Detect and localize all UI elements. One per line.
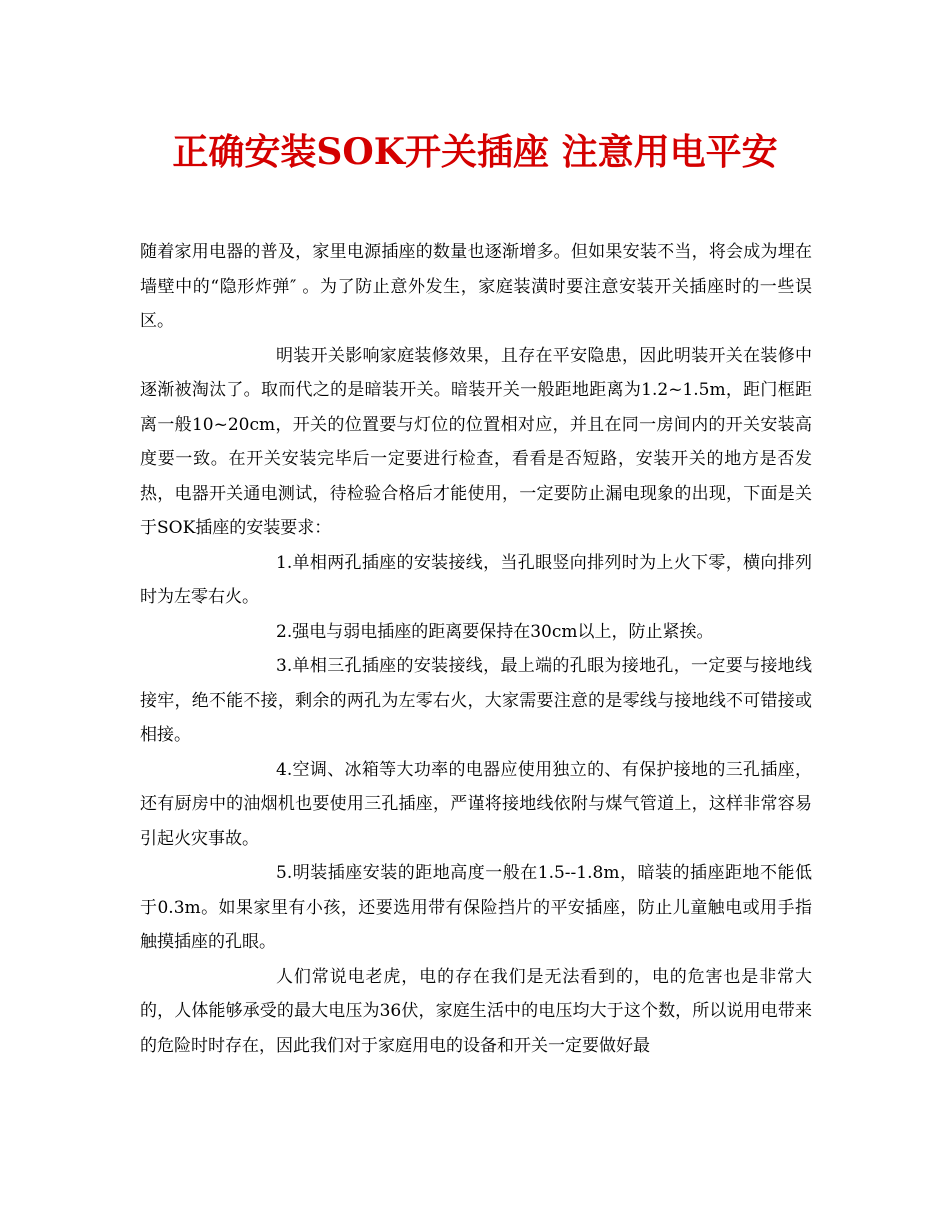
rule-item-1: 1.单相两孔插座的安装接线，当孔眼竖向排列时为上火下零，横向排列时为左零右火。: [140, 552, 812, 607]
closing-paragraph: 人们常说电老虎，电的存在我们是无法看到的，电的危害也是非常大的，人体能够承受的最大电压为36伏，家庭生活中的电压均大于这个数，所以说用电带来的危险时时存在，因此我们对于家庭用电的设备和开关一定要做好最: [140, 966, 812, 1056]
document-title: 正确安装SOK开关插座 注意用电平安: [172, 131, 778, 173]
document-body: [140, 235, 812, 1063]
switch-install-paragraph: 明装开关影响家庭装修效果，且存在平安隐患，因此明装开关在装修中逐渐被淘汰了。取而代之的是暗装开关。暗装开关一般距地距离为1.2~1.5m，距门框距离一般10~20cm，开关的位置要与灯位的位置相对应，并且在同一房间内的开关安装高度要一致。在开关安装完毕后一定要进行检查，看看是否短路，安装开关的地方是否发热，电器开关通电测试，待检验合格后才能使用，一定要防止漏电现象的出现，下面是关于SOK插座的安装要求：: [140, 345, 812, 538]
rule-item-2: 2.强电与弱电插座的距离要保持在30cm以上，防止紧挨。: [276, 621, 714, 642]
rule-item-3: 3.单相三孔插座的安装接线，最上端的孔眼为接地孔，一定要与接地线接牢，绝不能不接，剩余的两孔为左零右火，大家需要注意的是零线与接地线不可错接或相接。: [140, 656, 812, 745]
rule-item-4: 4.空调、冰箱等大功率的电器应使用独立的、有保护接地的三孔插座，还有厨房中的油烟机也要使用三孔插座，严谨将接地线依附与煤气管道上，这样非常容易引起火灾事故。: [140, 759, 812, 849]
rule-item-5: 5.明装插座安装的距地高度一般在1.5--1.8m，暗装的插座距地不能低于0.3m。如果家里有小孩，还要选用带有保险挡片的平安插座，防止儿童触电或用手指触摸插座的孔眼。: [140, 863, 812, 952]
intro-paragraph: 随着家用电器的普及，家里电源插座的数量也逐渐增多。但如果安装不当，将会成为埋在墙壁中的“隐形炸弹″ 。为了防止意外发生，家庭装潢时要注意安装开关插座时的一些误区。: [140, 242, 812, 331]
